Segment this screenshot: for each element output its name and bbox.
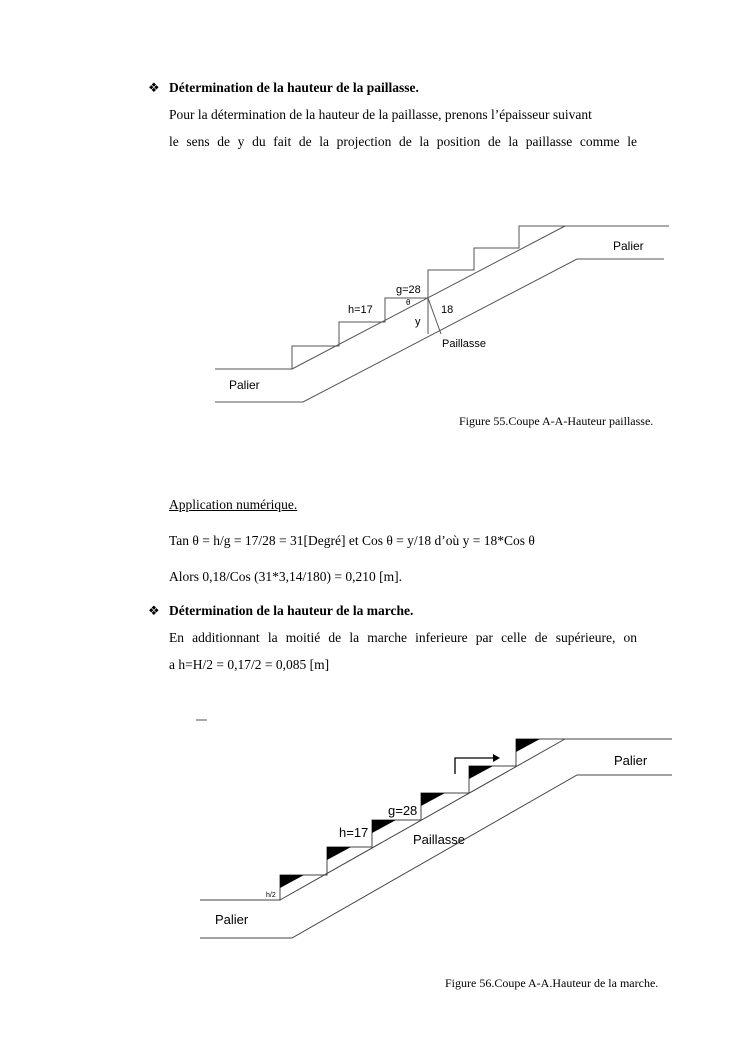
figure56-diagram <box>0 700 745 1000</box>
figure55-label-y: y <box>415 316 421 328</box>
diamond-bullet-icon: ❖ <box>148 603 160 618</box>
figure56-nosing <box>327 847 351 860</box>
diamond-bullet-icon: ❖ <box>148 80 160 95</box>
figure55-label-palier-bottom: Palier <box>229 378 260 392</box>
application-line1: Tan θ = h/g = 17/28 = 31[Degré] et Cos θ = y/18 d’où y = 18*Cos θ <box>169 533 535 548</box>
figure56-arrow-head <box>493 754 500 762</box>
application-title: Application numérique. <box>169 497 298 512</box>
section2-heading: Détermination de la hauteur de la marche. <box>169 603 414 618</box>
figure56-nosing <box>516 739 540 752</box>
section1-heading: Détermination de la hauteur de la paillasse. <box>169 80 419 95</box>
section2-line1: En additionnant la moitié de la marche inferieure par celle de supérieure, on <box>169 630 637 645</box>
section1-line2: le sens de y du fait de la projection de la position de la paillasse comme le <box>169 134 637 149</box>
figure55-label-paillasse: Paillasse <box>442 338 487 350</box>
figure56-caption: Figure 56.Coupe A-A.Hauteur de la marche. <box>445 976 659 990</box>
figure56-label-h2: h/2 <box>266 892 276 899</box>
figure55-slab-top-line <box>292 226 565 369</box>
figure56-slab-bottom-line <box>200 775 672 938</box>
figure56-stair-profile <box>200 739 672 900</box>
figure55-dimension-18-line <box>428 298 441 334</box>
figure55-label-g: g=28 <box>396 284 421 296</box>
figure55-label-theta: θ <box>406 298 411 307</box>
figure55-label-h: h=17 <box>348 304 373 316</box>
figure55-label-18: 18 <box>441 304 454 316</box>
section1-line1: Pour la détermination de la hauteur de la paillasse, prenons l’épaisseur suivant <box>169 107 592 122</box>
figure56-inner-line <box>280 739 565 900</box>
figure56-label-palier-top: Palier <box>614 753 648 768</box>
figure56-nosing <box>280 875 304 888</box>
section2-line2: a h=H/2 = 0,17/2 = 0,085 [m] <box>169 657 330 672</box>
figure56-label-palier-bottom: Palier <box>215 912 249 927</box>
figure56-label-h: h=17 <box>339 825 369 840</box>
figure55-label-palier-top: Palier <box>613 239 644 253</box>
figure56-nosing <box>421 793 445 806</box>
figure56-nosing <box>469 766 493 779</box>
figure56-nosing <box>372 820 396 833</box>
figure55-caption: Figure 55.Coupe A-A-Hauteur paillasse. <box>459 414 654 428</box>
application-line2: Alors 0,18/Cos (31*3,14/180) = 0,210 [m]. <box>169 569 402 584</box>
figure56-label-paillasse: Paillasse <box>413 832 466 847</box>
figure56-label-g: g=28 <box>388 803 418 818</box>
figure55-diagram <box>0 0 745 460</box>
